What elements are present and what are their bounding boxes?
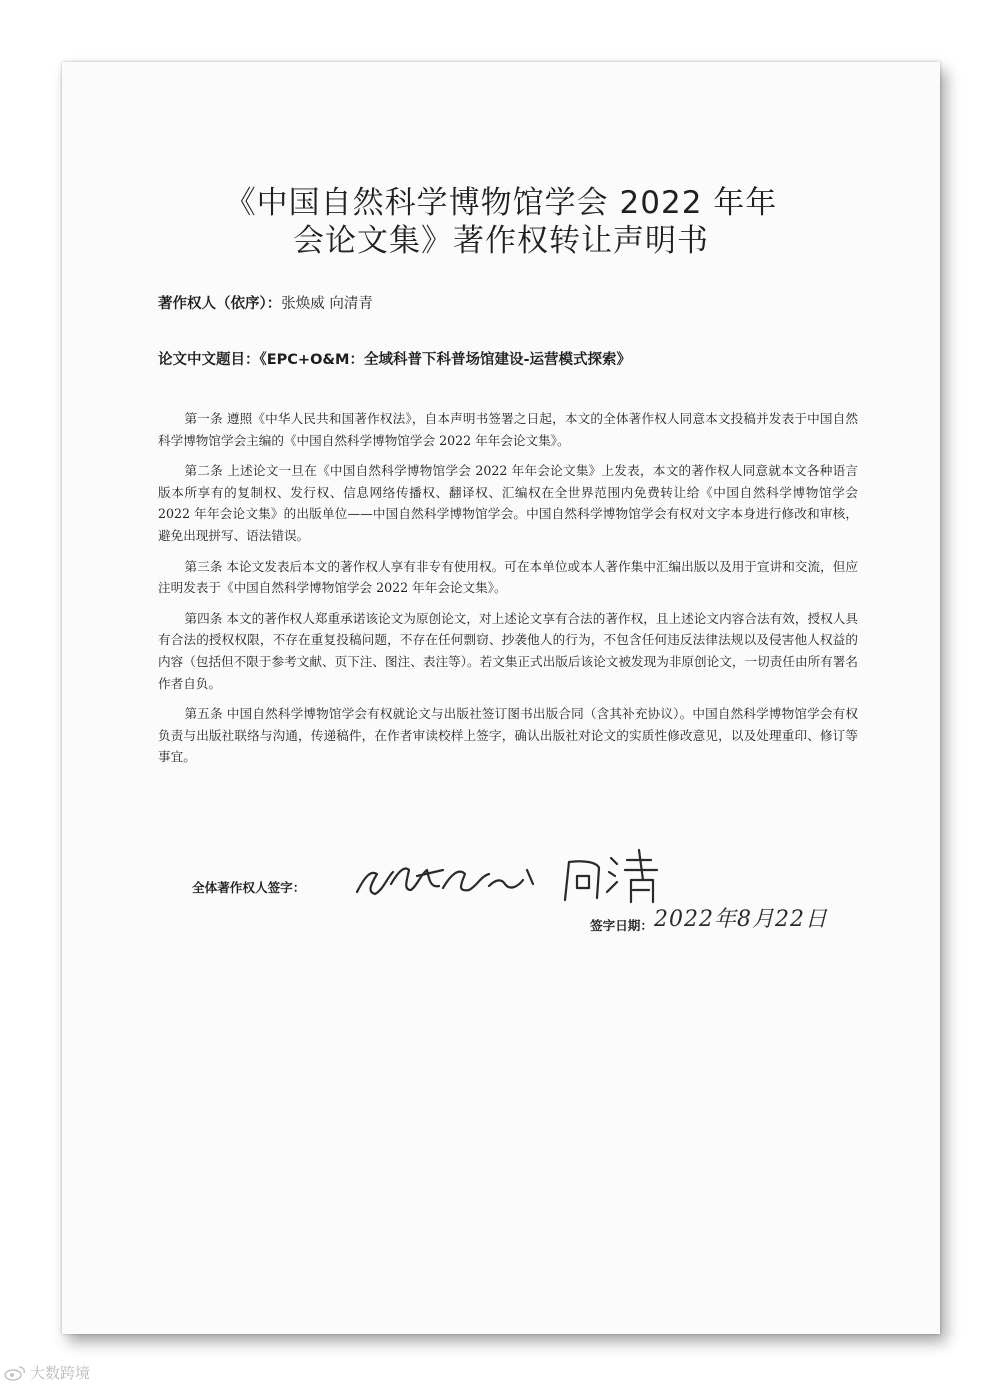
date-value: 2022年8月22日 xyxy=(654,907,828,932)
authors-value: 张焕威 向清青 xyxy=(281,296,373,312)
document-title xyxy=(62,184,940,260)
date-label: 签字日期： xyxy=(590,918,653,933)
title-line-2: 会论文集》著作权转让声明书 xyxy=(293,223,709,259)
article-5: 第五条 中国自然科学博物馆学会有权就论文与出版社签订图书出版合同（含其补充协议）。中国自然科学博物馆学会有权负责与出版社联络与沟通，传递稿件，在作者审读校样上签字，确认出版社对论文的实质性修改意见，以及处理重印、修订等事宜。 xyxy=(158,706,858,765)
article-3: 第三条 本论文发表后本文的著作权人享有非专有使用权。可在本单位或本人著作集中汇编出版以及用于宣讲和交流，但应注明发表于《中国自然科学博物馆学会 2022 年年会论文集》。 xyxy=(158,558,858,596)
weibo-logo-icon xyxy=(4,1365,26,1381)
paper-title-label: 论文中文题目： xyxy=(158,352,260,368)
article-2: 第二条 上述论文一旦在《中国自然科学博物馆学会 2022 年年会论文集》上发表，本文的著作权人同意就本文各种语言版本所享有的复制权、发行权、信息网络传播权、翻译权、汇编权在全世界范围内免费转让给《中国自然科学博物馆学会 2022 年年会论文集》的出版单位——中国自然科学博物馆学会。中国自然科学博物馆学会有权对文字本身进行修改和审核，避免出现拼写、语法错误。 xyxy=(158,463,858,543)
watermark-text: 大数跨境 xyxy=(30,1364,91,1382)
handwritten-signature xyxy=(347,840,687,910)
document-page xyxy=(62,62,940,1334)
articles xyxy=(158,408,858,777)
article-1: 第一条 遵照《中华人民共和国著作权法》，自本声明书签署之日起，本文的全体著作权人同意本文投稿并发表于中国自然科学博物馆学会主编的《中国自然科学博物馆学会 2022 年年会论文集》。 xyxy=(158,411,858,448)
authors-label: 著作权人（依序）： xyxy=(158,296,282,312)
paper-title-value: 《EPC+O&M：全域科普下科普场馆建设-运营模式探索》 xyxy=(259,352,631,368)
paper-title-line xyxy=(158,348,631,369)
signature-label: 全体著作权人签字： xyxy=(192,880,306,895)
watermark xyxy=(4,1362,90,1383)
article-4: 第四条 本文的著作权人郑重承诺该论文为原创论文，对上述论文享有合法的著作权，且上述论文内容合法有效，授权人具有合法的授权权限，不存在重复投稿问题，不存在任何剽窃、抄袭他人的行为，不包含任何违反法律法规以及侵害他人权益的内容（包括但不限于参考文献、页下注、图注、表注等）。若文集正式出版后该论文被发现为非原创论文，一切责任由所有署名作者自负。 xyxy=(158,610,858,691)
title-line-1: 《中国自然科学博物馆学会 2022 年年 xyxy=(224,185,778,221)
authors-line xyxy=(158,292,373,313)
